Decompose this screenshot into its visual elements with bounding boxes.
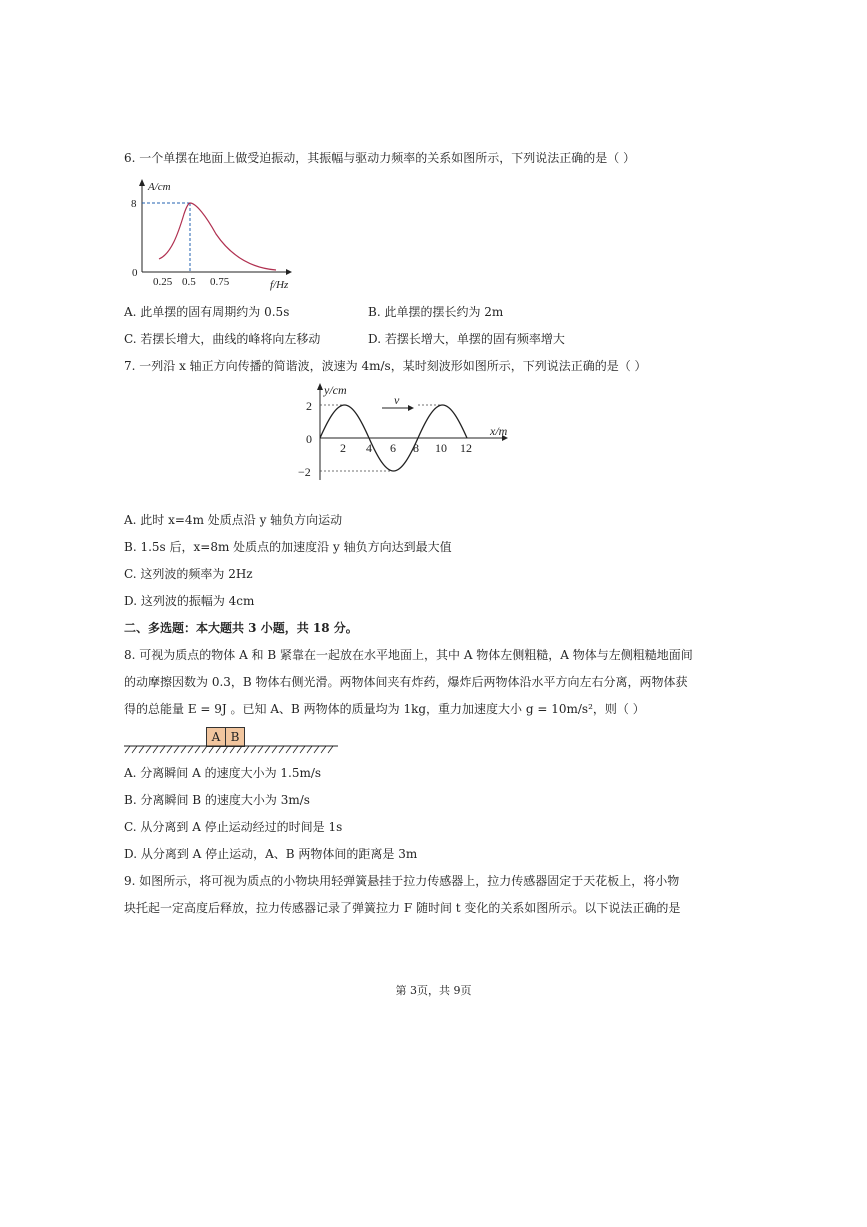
hatch-stroke bbox=[307, 746, 312, 753]
hatch-stroke bbox=[181, 746, 186, 753]
hatch-stroke bbox=[125, 746, 130, 753]
q6-stem: 6. 一个单摆在地面上做受迫振动，其振幅与驱动力频率的关系如图所示，下列说法正确的是（ ） bbox=[124, 151, 636, 165]
hatch-stroke bbox=[174, 746, 179, 753]
hatch-stroke bbox=[160, 746, 165, 753]
hatch-stroke bbox=[244, 746, 249, 753]
hatch-stroke bbox=[237, 746, 242, 753]
q6-y-axis-label: A/cm bbox=[148, 181, 171, 193]
q6-option-a: A. 此单摆的固有周期约为 0.5s bbox=[124, 305, 290, 319]
q7-option-b: B. 1.5s 后，x=8m 处质点的加速度沿 y 轴负方向达到最大值 bbox=[124, 540, 452, 554]
q7-y-axis-label: y/cm bbox=[324, 383, 347, 397]
q7-y-tick-neg2: −2 bbox=[298, 465, 311, 479]
q6-x-tick-0: 0.25 bbox=[153, 276, 173, 288]
q7-option-a: A. 此时 x=4m 处质点沿 y 轴负方向运动 bbox=[124, 513, 343, 527]
hatch-stroke bbox=[286, 746, 291, 753]
q7-x-axis-label: x/m bbox=[490, 424, 508, 438]
q8-stem-line3: 得的总能量 E = 9J 。已知 A、B 两物体的质量均为 1kg，重力加速度大小 g = 10m/s²，则（ ） bbox=[124, 702, 645, 716]
q7-y-tick-0: 0 bbox=[306, 432, 312, 446]
q7-wave-graph bbox=[296, 380, 516, 484]
q6-resonance-graph bbox=[126, 176, 296, 292]
hatch-stroke bbox=[202, 746, 207, 753]
q6-y-tick-8: 8 bbox=[131, 198, 137, 210]
q7-x-tick-8: 8 bbox=[413, 441, 419, 455]
hatch-stroke bbox=[321, 746, 326, 753]
q7-x-tick-4: 4 bbox=[366, 441, 372, 455]
q6-x-tick-1: 0.5 bbox=[182, 276, 196, 288]
hatch-stroke bbox=[258, 746, 263, 753]
q8-stem-line1: 8. 可视为质点的物体 A 和 B 紧靠在一起放在水平地面上，其中 A 物体左侧粗糙，A 物体与左侧粗糙地面间 bbox=[124, 648, 693, 662]
hatch-stroke bbox=[216, 746, 221, 753]
q6-option-d: D. 若摆长增大，单摆的固有频率增大 bbox=[368, 332, 565, 346]
q6-x-tick-2: 0.75 bbox=[210, 276, 230, 288]
hatch-stroke bbox=[153, 746, 158, 753]
hatch-stroke bbox=[195, 746, 200, 753]
q6-origin: 0 bbox=[132, 267, 138, 279]
q6-option-b: B. 此单摆的摆长约为 2m bbox=[368, 305, 504, 319]
q8-option-b: B. 分离瞬间 B 的速度大小为 3m/s bbox=[124, 793, 310, 807]
hatch-stroke bbox=[314, 746, 319, 753]
q7-y-tick-2: 2 bbox=[306, 399, 312, 413]
hatch-stroke bbox=[265, 746, 270, 753]
ground-hatched bbox=[124, 745, 340, 755]
hatch-stroke bbox=[167, 746, 172, 753]
hatch-stroke bbox=[132, 746, 137, 753]
hatch-stroke bbox=[293, 746, 298, 753]
hatch-stroke bbox=[146, 746, 151, 753]
q6-option-c: C. 若摆长增大，曲线的峰将向左移动 bbox=[124, 332, 321, 346]
hatch-stroke bbox=[279, 746, 284, 753]
q8-option-c: C. 从分离到 A 停止运动经过的时间是 1s bbox=[124, 820, 343, 834]
page-footer: 第 3页，共 9页 bbox=[395, 984, 472, 997]
q9-stem-line1: 9. 如图所示，将可视为质点的小物块用轻弹簧悬挂于拉力传感器上，拉力传感器固定于天花板上，将小物 bbox=[124, 874, 680, 888]
section-multiple-choice-heading: 二、多选题：本大题共 3 小题，共 18 分。 bbox=[124, 621, 358, 635]
q8-option-a: A. 分离瞬间 A 的速度大小为 1.5m/s bbox=[124, 766, 322, 780]
hatch-stroke bbox=[139, 746, 144, 753]
hatch-stroke bbox=[188, 746, 193, 753]
q9-stem-line2: 块托起一定高度后释放，拉力传感器记录了弹簧拉力 F 随时间 t 变化的关系如图所示。以下说法正确的是 bbox=[124, 901, 681, 915]
hatch-stroke bbox=[300, 746, 305, 753]
q7-x-tick-10: 10 bbox=[435, 441, 447, 455]
q7-x-tick-12: 12 bbox=[460, 441, 472, 455]
block-b: B bbox=[225, 727, 245, 747]
hatch-stroke bbox=[328, 746, 333, 753]
q7-velocity-label: v bbox=[394, 393, 400, 407]
q7-x-tick-2: 2 bbox=[340, 441, 346, 455]
hatch-stroke bbox=[230, 746, 235, 753]
hatch-stroke bbox=[209, 746, 214, 753]
q7-stem: 7. 一列沿 x 轴正方向传播的简谐波，波速为 4m/s，某时刻波形如图所示，下列说法正确的是（ ） bbox=[124, 359, 647, 373]
hatch-stroke bbox=[251, 746, 256, 753]
hatch-stroke bbox=[272, 746, 277, 753]
q7-x-tick-6: 6 bbox=[390, 441, 396, 455]
q7-option-d: D. 这列波的振幅为 4cm bbox=[124, 594, 255, 608]
q8-option-d: D. 从分离到 A 停止运动，A、B 两物体间的距离是 3m bbox=[124, 847, 418, 861]
q6-x-axis-label: f/Hz bbox=[270, 279, 289, 291]
q7-option-c: C. 这列波的频率为 2Hz bbox=[124, 567, 253, 581]
hatch-stroke bbox=[223, 746, 228, 753]
q8-stem-line2: 的动摩擦因数为 0.3，B 物体右侧光滑。两物体间夹有炸药，爆炸后两物体沿水平方向左右分离，两物体获 bbox=[124, 675, 688, 689]
block-a: A bbox=[206, 727, 226, 747]
